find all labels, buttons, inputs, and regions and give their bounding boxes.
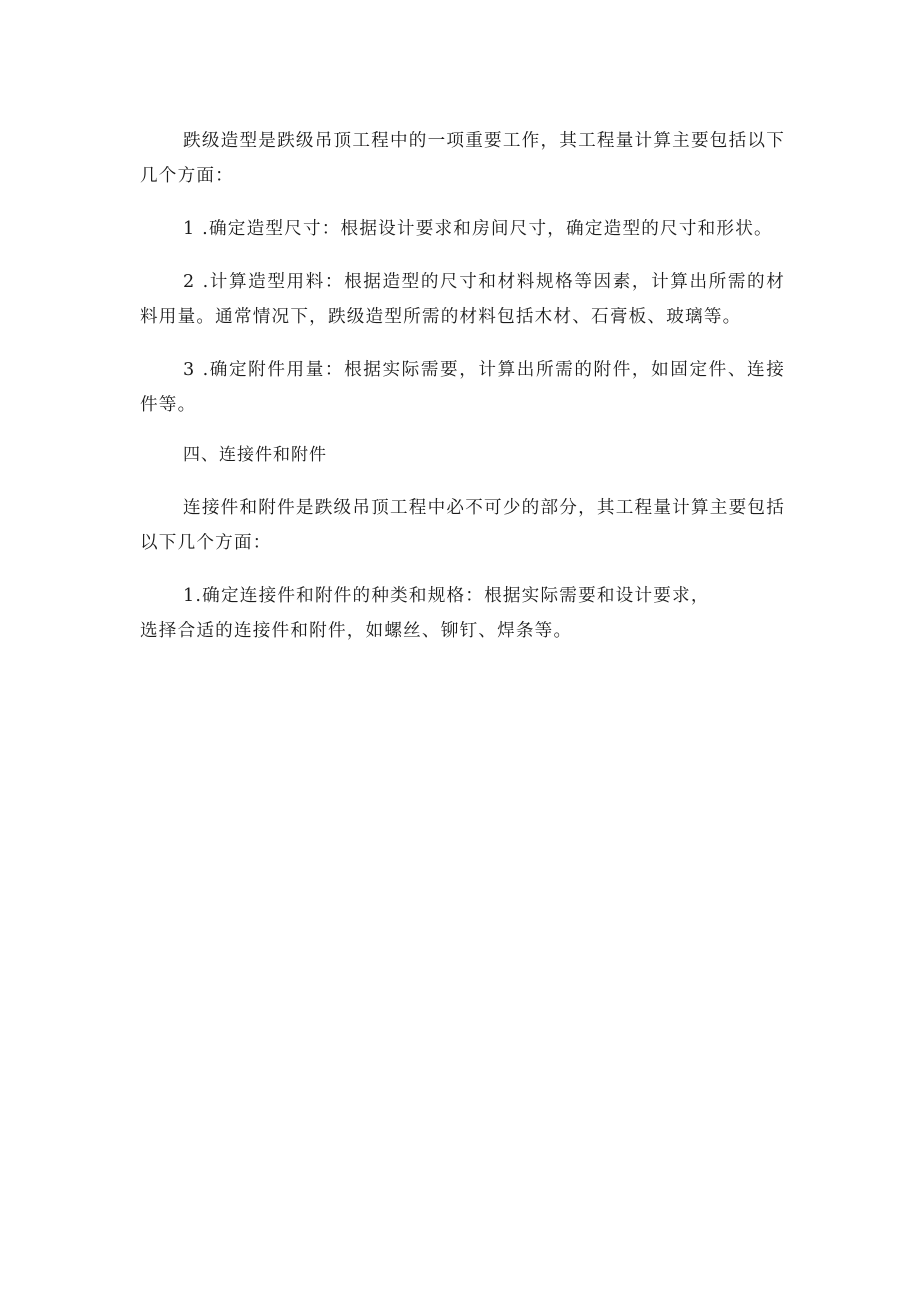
section-list-item-1-line-2: 选择合适的连接件和附件，如螺丝、铆钉、焊条等。 [140,621,573,641]
section-heading: 四、连接件和附件 [183,445,327,465]
list-item-3: 3 .确定附件用量：根据实际需要，计算出所需的附件，如固定件、连接件等。 [140,360,785,415]
section-list-item-1 [140,579,785,649]
list-item-1: 1 .确定造型尺寸：根据设计要求和房间尺寸，确定造型的尺寸和形状。 [183,219,773,239]
section-intro-paragraph: 连接件和附件是跌级吊顶工程中必不可少的部分，其工程量计算主要包括以下几个方面： [140,498,785,553]
section-list-item-1-line-1: 1.确定连接件和附件的种类和规格：根据实际需要和设计要求， [183,586,710,606]
document-body [140,124,785,649]
list-item-2: 2 .计算造型用料：根据造型的尺寸和材料规格等因素，计算出所需的材料用量。通常情况下，跌级造型所需的材料包括木材、石膏板、玻璃等。 [140,272,785,327]
intro-paragraph: 跌级造型是跌级吊顶工程中的一项重要工作，其工程量计算主要包括以下几个方面： [140,131,785,186]
